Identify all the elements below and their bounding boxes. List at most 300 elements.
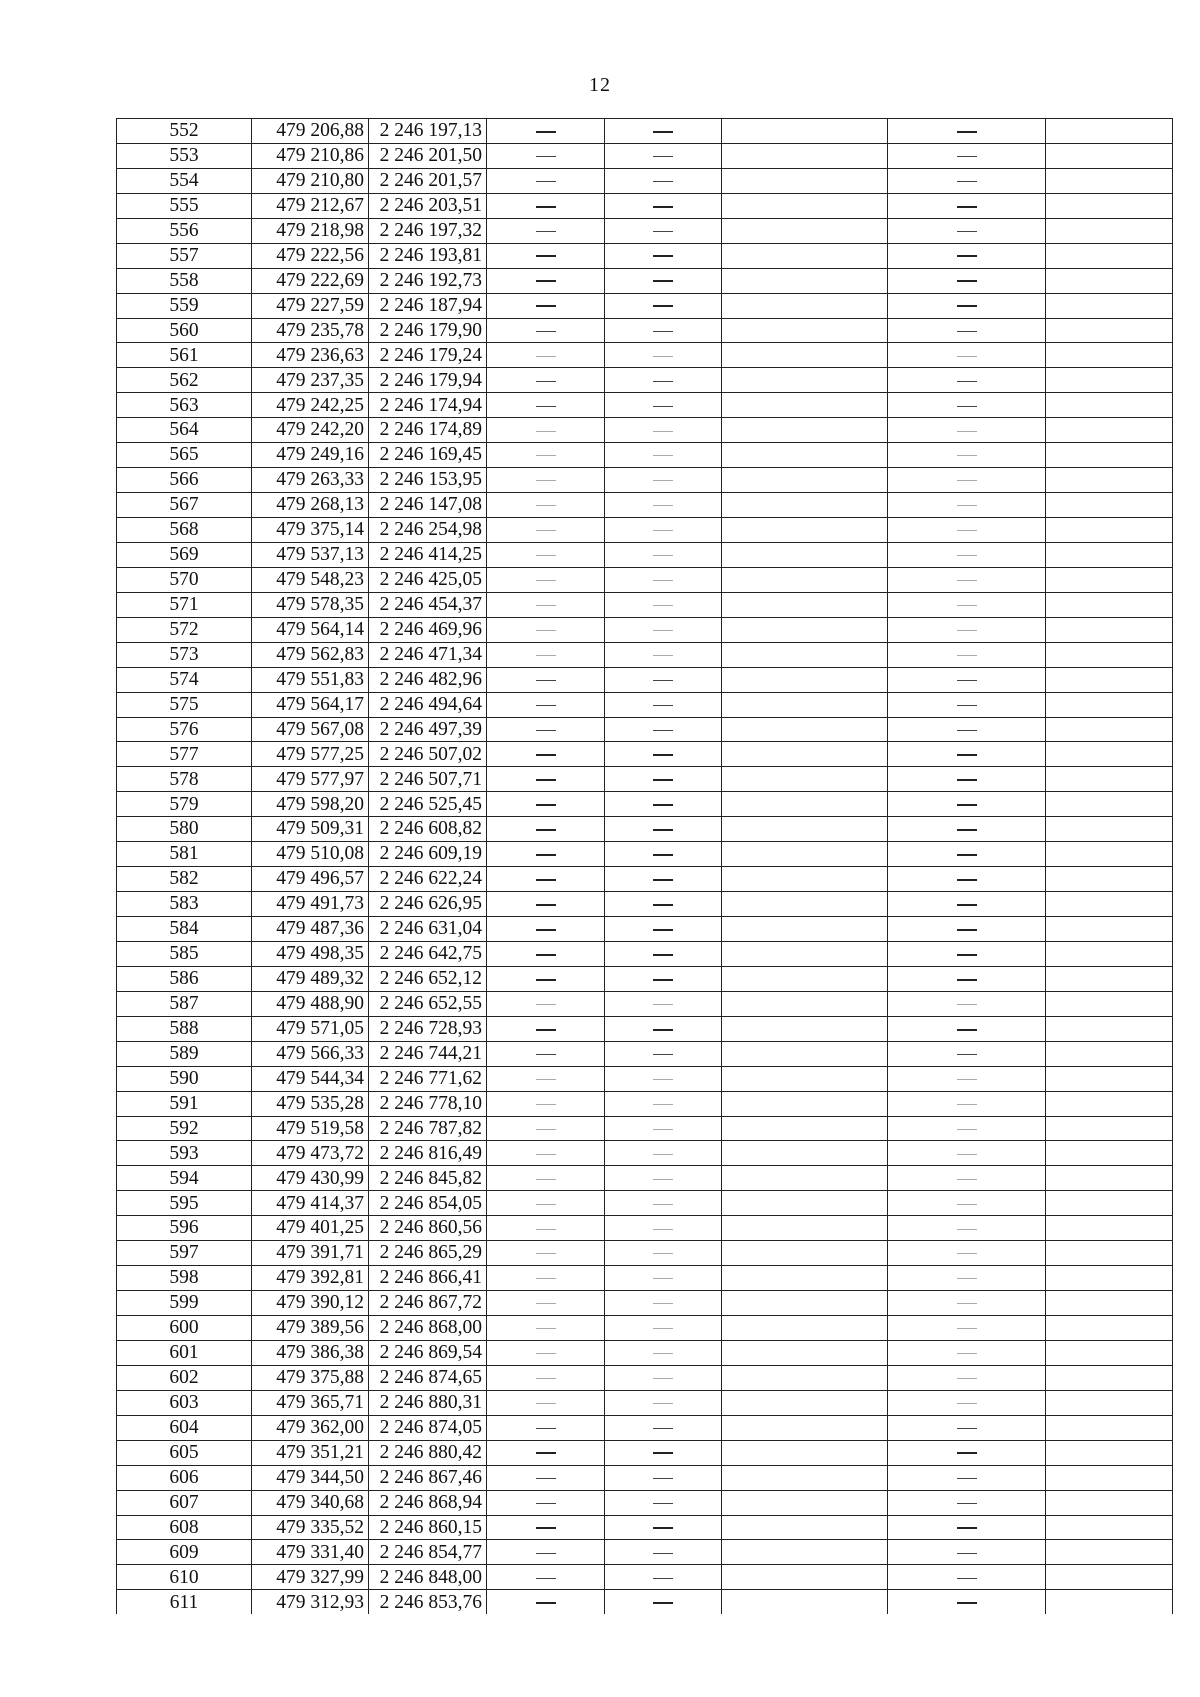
point-number-cell: 609 [117, 1540, 252, 1565]
empty-cell-1 [722, 592, 888, 617]
x-coordinate-cell: 479 577,97 [252, 767, 369, 792]
y-coordinate-cell: 2 246 425,05 [369, 567, 487, 592]
empty-cell-2 [1046, 667, 1173, 692]
x-coordinate-cell: 479 496,57 [252, 867, 369, 892]
table-row [117, 1490, 1173, 1515]
dash-mark [536, 1278, 556, 1279]
empty-cell-2 [1046, 1540, 1173, 1565]
y-coordinate-cell: 2 246 787,82 [369, 1116, 487, 1141]
table-row [117, 717, 1173, 742]
dash-cell-3 [888, 1191, 1046, 1216]
table-row [117, 1440, 1173, 1465]
dash-cell-1 [487, 991, 605, 1016]
x-coordinate-cell: 479 327,99 [252, 1565, 369, 1590]
dash-cell-3 [888, 617, 1046, 642]
dash-mark [653, 1478, 673, 1479]
dash-mark [957, 1278, 977, 1279]
empty-cell-1 [722, 1590, 888, 1614]
y-coordinate-cell: 2 246 874,65 [369, 1365, 487, 1390]
x-coordinate-cell: 479 544,34 [252, 1066, 369, 1091]
dash-cell-3 [888, 917, 1046, 942]
y-coordinate-cell: 2 246 192,73 [369, 268, 487, 293]
dash-cell-2 [605, 542, 722, 567]
empty-cell-1 [722, 1340, 888, 1365]
empty-cell-2 [1046, 1191, 1173, 1216]
dash-cell-3 [888, 1465, 1046, 1490]
dash-cell-1 [487, 243, 605, 268]
dash-cell-1 [487, 1540, 605, 1565]
empty-cell-2 [1046, 1490, 1173, 1515]
dash-cell-1 [487, 1440, 605, 1465]
dash-mark [536, 979, 556, 981]
dash-mark [653, 255, 673, 257]
empty-cell-1 [722, 1565, 888, 1590]
dash-mark [957, 829, 977, 831]
dash-mark [653, 356, 673, 357]
x-coordinate-cell: 479 312,93 [252, 1590, 369, 1614]
empty-cell-1 [722, 767, 888, 792]
point-number-cell: 576 [117, 717, 252, 742]
dash-mark [536, 605, 556, 606]
x-coordinate-cell: 479 375,88 [252, 1365, 369, 1390]
dash-mark [653, 854, 673, 856]
y-coordinate-cell: 2 246 525,45 [369, 792, 487, 817]
dash-mark [957, 1229, 977, 1230]
dash-cell-3 [888, 1041, 1046, 1066]
empty-cell-1 [722, 1440, 888, 1465]
dash-cell-2 [605, 218, 722, 243]
dash-mark [957, 1478, 977, 1479]
table-row [117, 1016, 1173, 1041]
dash-cell-2 [605, 867, 722, 892]
y-coordinate-cell: 2 246 174,94 [369, 393, 487, 418]
dash-cell-1 [487, 318, 605, 343]
x-coordinate-cell: 479 564,17 [252, 692, 369, 717]
empty-cell-1 [722, 792, 888, 817]
empty-cell-2 [1046, 368, 1173, 393]
dash-cell-1 [487, 1141, 605, 1166]
dash-cell-2 [605, 617, 722, 642]
empty-cell-2 [1046, 393, 1173, 418]
empty-cell-1 [722, 1166, 888, 1191]
table-row [117, 1515, 1173, 1540]
dash-mark [957, 1129, 977, 1130]
y-coordinate-cell: 2 246 254,98 [369, 518, 487, 543]
empty-cell-1 [722, 1316, 888, 1341]
table-row [117, 1041, 1173, 1066]
dash-cell-2 [605, 343, 722, 368]
empty-cell-1 [722, 1091, 888, 1116]
y-coordinate-cell: 2 246 867,72 [369, 1291, 487, 1316]
point-number-cell: 570 [117, 567, 252, 592]
dash-mark [653, 779, 673, 781]
table-row [117, 842, 1173, 867]
dash-cell-3 [888, 742, 1046, 767]
empty-cell-2 [1046, 1465, 1173, 1490]
dash-cell-3 [888, 542, 1046, 567]
dash-mark [653, 1503, 673, 1504]
x-coordinate-cell: 479 509,31 [252, 817, 369, 842]
dash-cell-3 [888, 268, 1046, 293]
x-coordinate-cell: 479 222,56 [252, 243, 369, 268]
dash-mark [536, 1253, 556, 1254]
dash-mark [653, 1204, 673, 1205]
dash-cell-2 [605, 667, 722, 692]
table-row [117, 1166, 1173, 1191]
dash-cell-2 [605, 318, 722, 343]
table-row [117, 468, 1173, 493]
x-coordinate-cell: 479 242,25 [252, 393, 369, 418]
y-coordinate-cell: 2 246 507,71 [369, 767, 487, 792]
point-number-cell: 595 [117, 1191, 252, 1216]
dash-cell-3 [888, 1066, 1046, 1091]
dash-cell-3 [888, 293, 1046, 318]
dash-mark [957, 854, 977, 856]
dash-cell-2 [605, 567, 722, 592]
x-coordinate-cell: 479 351,21 [252, 1440, 369, 1465]
dash-mark [536, 655, 556, 656]
point-number-cell: 563 [117, 393, 252, 418]
dash-cell-3 [888, 941, 1046, 966]
dash-mark [536, 181, 556, 182]
dash-cell-1 [487, 1116, 605, 1141]
x-coordinate-cell: 479 391,71 [252, 1241, 369, 1266]
empty-cell-2 [1046, 418, 1173, 443]
dash-cell-3 [888, 1390, 1046, 1415]
dash-mark [957, 630, 977, 631]
dash-cell-2 [605, 368, 722, 393]
dash-mark [536, 1452, 556, 1454]
x-coordinate-cell: 479 237,35 [252, 368, 369, 393]
x-coordinate-cell: 479 362,00 [252, 1415, 369, 1440]
table-row [117, 867, 1173, 892]
x-coordinate-cell: 479 535,28 [252, 1091, 369, 1116]
table-row [117, 243, 1173, 268]
empty-cell-2 [1046, 567, 1173, 592]
dash-cell-2 [605, 1266, 722, 1291]
dash-cell-2 [605, 168, 722, 193]
empty-cell-1 [722, 941, 888, 966]
empty-cell-2 [1046, 542, 1173, 567]
dash-cell-2 [605, 1016, 722, 1041]
dash-cell-3 [888, 1116, 1046, 1141]
dash-mark [957, 555, 977, 556]
dash-mark [536, 904, 556, 906]
dash-cell-1 [487, 941, 605, 966]
dash-mark [536, 231, 556, 232]
point-number-cell: 602 [117, 1365, 252, 1390]
table-row [117, 443, 1173, 468]
dash-mark [653, 1452, 673, 1454]
empty-cell-2 [1046, 518, 1173, 543]
y-coordinate-cell: 2 246 197,13 [369, 119, 487, 144]
table-row [117, 518, 1173, 543]
y-coordinate-cell: 2 246 201,50 [369, 143, 487, 168]
x-coordinate-cell: 479 414,37 [252, 1191, 369, 1216]
dash-cell-3 [888, 667, 1046, 692]
table-row [117, 542, 1173, 567]
dash-mark [536, 929, 556, 931]
dash-mark [536, 730, 556, 731]
dash-cell-3 [888, 867, 1046, 892]
dash-cell-1 [487, 293, 605, 318]
dash-mark [957, 1503, 977, 1504]
point-number-cell: 557 [117, 243, 252, 268]
dash-mark [957, 804, 977, 806]
x-coordinate-cell: 479 548,23 [252, 567, 369, 592]
empty-cell-1 [722, 393, 888, 418]
dash-cell-3 [888, 518, 1046, 543]
dash-cell-1 [487, 542, 605, 567]
dash-cell-2 [605, 742, 722, 767]
empty-cell-2 [1046, 168, 1173, 193]
dash-cell-2 [605, 1590, 722, 1614]
empty-cell-2 [1046, 1340, 1173, 1365]
point-number-cell: 561 [117, 343, 252, 368]
y-coordinate-cell: 2 246 203,51 [369, 193, 487, 218]
dash-mark [653, 455, 673, 456]
dash-mark [653, 655, 673, 656]
dash-cell-3 [888, 1590, 1046, 1614]
dash-mark [653, 879, 673, 881]
empty-cell-2 [1046, 193, 1173, 218]
dash-cell-2 [605, 817, 722, 842]
dash-cell-3 [888, 1141, 1046, 1166]
dash-cell-3 [888, 567, 1046, 592]
point-number-cell: 601 [117, 1340, 252, 1365]
dash-mark [957, 505, 977, 506]
dash-cell-2 [605, 443, 722, 468]
dash-mark [653, 131, 673, 133]
point-number-cell: 574 [117, 667, 252, 692]
y-coordinate-cell: 2 246 153,95 [369, 468, 487, 493]
dash-cell-1 [487, 1166, 605, 1191]
dash-mark [536, 381, 556, 382]
y-coordinate-cell: 2 246 174,89 [369, 418, 487, 443]
dash-mark [957, 406, 977, 407]
dash-cell-3 [888, 892, 1046, 917]
dash-mark [653, 680, 673, 681]
empty-cell-2 [1046, 892, 1173, 917]
dash-mark [536, 156, 556, 157]
empty-cell-1 [722, 567, 888, 592]
empty-cell-2 [1046, 1291, 1173, 1316]
dash-mark [957, 730, 977, 731]
y-coordinate-cell: 2 246 482,96 [369, 667, 487, 692]
empty-cell-1 [722, 892, 888, 917]
dash-cell-1 [487, 567, 605, 592]
y-coordinate-cell: 2 246 469,96 [369, 617, 487, 642]
dash-cell-2 [605, 418, 722, 443]
dash-cell-1 [487, 143, 605, 168]
point-number-cell: 575 [117, 692, 252, 717]
empty-cell-1 [722, 717, 888, 742]
dash-mark [536, 680, 556, 681]
dash-mark [653, 305, 673, 307]
table-row [117, 667, 1173, 692]
table-row [117, 941, 1173, 966]
dash-cell-3 [888, 143, 1046, 168]
dash-mark [957, 156, 977, 157]
table-row [117, 318, 1173, 343]
dash-cell-3 [888, 1291, 1046, 1316]
dash-cell-2 [605, 767, 722, 792]
dash-cell-1 [487, 1241, 605, 1266]
dash-mark [653, 754, 673, 756]
y-coordinate-cell: 2 246 880,42 [369, 1440, 487, 1465]
empty-cell-2 [1046, 1166, 1173, 1191]
dash-cell-3 [888, 792, 1046, 817]
dash-cell-2 [605, 642, 722, 667]
empty-cell-1 [722, 1216, 888, 1241]
table-row [117, 368, 1173, 393]
dash-cell-3 [888, 418, 1046, 443]
dash-mark [536, 1428, 556, 1429]
dash-mark [653, 954, 673, 956]
empty-cell-2 [1046, 817, 1173, 842]
y-coordinate-cell: 2 246 868,94 [369, 1490, 487, 1515]
dash-mark [536, 1353, 556, 1354]
dash-cell-3 [888, 842, 1046, 867]
dash-cell-3 [888, 168, 1046, 193]
dash-mark [957, 904, 977, 906]
dash-mark [536, 555, 556, 556]
table-row [117, 1340, 1173, 1365]
y-coordinate-cell: 2 246 187,94 [369, 293, 487, 318]
empty-cell-1 [722, 268, 888, 293]
x-coordinate-cell: 479 430,99 [252, 1166, 369, 1191]
table-row [117, 692, 1173, 717]
y-coordinate-cell: 2 246 866,41 [369, 1266, 487, 1291]
empty-cell-2 [1046, 1066, 1173, 1091]
y-coordinate-cell: 2 246 744,21 [369, 1041, 487, 1066]
empty-cell-1 [722, 817, 888, 842]
dash-cell-2 [605, 1316, 722, 1341]
dash-cell-2 [605, 268, 722, 293]
table-row [117, 293, 1173, 318]
dash-mark [653, 1602, 673, 1604]
dash-cell-1 [487, 717, 605, 742]
point-number-cell: 568 [117, 518, 252, 543]
dash-cell-3 [888, 1316, 1046, 1341]
y-coordinate-cell: 2 246 880,31 [369, 1390, 487, 1415]
empty-cell-1 [722, 143, 888, 168]
dash-mark [536, 1303, 556, 1304]
x-coordinate-cell: 479 488,90 [252, 991, 369, 1016]
dash-mark [653, 156, 673, 157]
dash-cell-1 [487, 343, 605, 368]
point-number-cell: 554 [117, 168, 252, 193]
point-number-cell: 584 [117, 917, 252, 942]
table-row [117, 143, 1173, 168]
dash-cell-1 [487, 518, 605, 543]
dash-cell-2 [605, 842, 722, 867]
empty-cell-2 [1046, 592, 1173, 617]
dash-cell-1 [487, 917, 605, 942]
table-row [117, 792, 1173, 817]
y-coordinate-cell: 2 246 867,46 [369, 1465, 487, 1490]
dash-mark [653, 630, 673, 631]
x-coordinate-cell: 479 473,72 [252, 1141, 369, 1166]
empty-cell-1 [722, 1041, 888, 1066]
x-coordinate-cell: 479 242,20 [252, 418, 369, 443]
dash-cell-1 [487, 792, 605, 817]
x-coordinate-cell: 479 227,59 [252, 293, 369, 318]
dash-cell-2 [605, 1241, 722, 1266]
empty-cell-1 [722, 243, 888, 268]
empty-cell-2 [1046, 468, 1173, 493]
empty-cell-2 [1046, 293, 1173, 318]
dash-cell-3 [888, 468, 1046, 493]
y-coordinate-cell: 2 246 179,94 [369, 368, 487, 393]
empty-cell-2 [1046, 617, 1173, 642]
empty-cell-2 [1046, 1515, 1173, 1540]
dash-cell-1 [487, 1465, 605, 1490]
dash-cell-1 [487, 1266, 605, 1291]
dash-cell-1 [487, 1041, 605, 1066]
empty-cell-2 [1046, 742, 1173, 767]
empty-cell-2 [1046, 642, 1173, 667]
dash-mark [536, 705, 556, 706]
y-coordinate-cell: 2 246 626,95 [369, 892, 487, 917]
table-row [117, 1091, 1173, 1116]
empty-cell-2 [1046, 1091, 1173, 1116]
empty-cell-1 [722, 1291, 888, 1316]
dash-mark [536, 305, 556, 307]
dash-cell-3 [888, 717, 1046, 742]
dash-mark [653, 1553, 673, 1554]
dash-mark [653, 804, 673, 806]
point-number-cell: 580 [117, 817, 252, 842]
dash-mark [957, 455, 977, 456]
dash-cell-3 [888, 1540, 1046, 1565]
dash-mark [653, 929, 673, 931]
dash-cell-2 [605, 1191, 722, 1216]
dash-cell-1 [487, 393, 605, 418]
dash-cell-3 [888, 966, 1046, 991]
dash-mark [957, 1204, 977, 1205]
dash-mark [957, 231, 977, 232]
dash-cell-3 [888, 119, 1046, 144]
point-number-cell: 569 [117, 542, 252, 567]
dash-cell-2 [605, 792, 722, 817]
dash-cell-3 [888, 1266, 1046, 1291]
point-number-cell: 610 [117, 1565, 252, 1590]
dash-mark [957, 605, 977, 606]
y-coordinate-cell: 2 246 201,57 [369, 168, 487, 193]
table-row [117, 966, 1173, 991]
dash-mark [653, 1253, 673, 1254]
dash-mark [957, 1253, 977, 1254]
dash-cell-2 [605, 1515, 722, 1540]
dash-mark [957, 1079, 977, 1080]
x-coordinate-cell: 479 566,33 [252, 1041, 369, 1066]
empty-cell-1 [722, 418, 888, 443]
point-number-cell: 592 [117, 1116, 252, 1141]
dash-mark [536, 779, 556, 781]
dash-cell-3 [888, 817, 1046, 842]
empty-cell-1 [722, 293, 888, 318]
dash-mark [957, 181, 977, 182]
empty-cell-2 [1046, 991, 1173, 1016]
x-coordinate-cell: 479 375,14 [252, 518, 369, 543]
dash-mark [957, 1104, 977, 1105]
dash-cell-2 [605, 119, 722, 144]
dash-mark [957, 929, 977, 931]
table-row [117, 892, 1173, 917]
dash-cell-1 [487, 692, 605, 717]
dash-mark [957, 1154, 977, 1155]
